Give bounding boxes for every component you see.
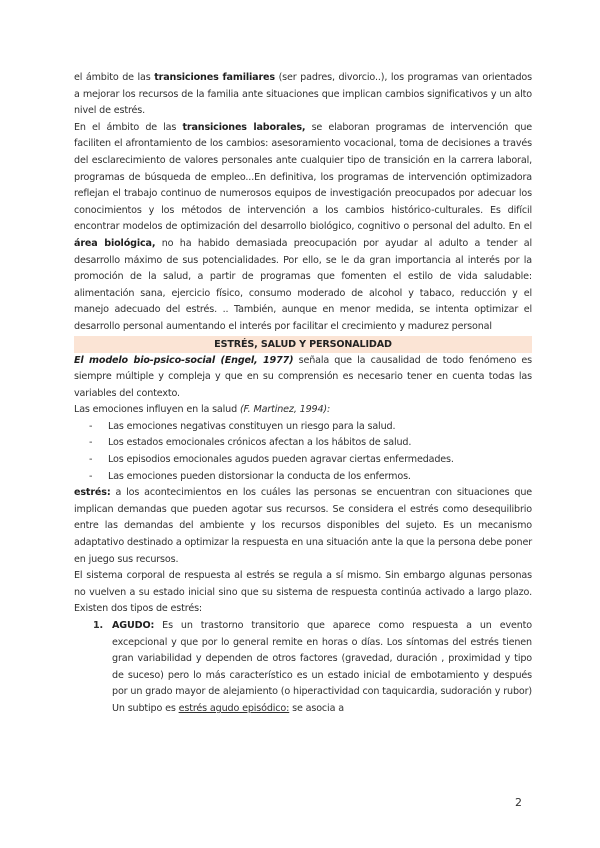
section-heading: ESTRÉS, SALUD Y PERSONALIDAD <box>74 336 532 353</box>
emotions-list <box>74 419 532 485</box>
bold-italic-term: El modelo bio-psico-social (Engel, 1977) <box>74 354 294 366</box>
bold-term: área biológica, <box>74 237 156 249</box>
paragraph-stress-response <box>74 568 532 618</box>
list-item: - Los episodios emocionales agudos pueden agravar ciertas enfermedades. <box>89 452 532 469</box>
text-span: no ha habido demasiada preocupación por ayudar al adulto a tender al desarrollo máximo de sus potencialidades. Por ello, se le da gran importancia al interés por la promoción de la salud, a partir de programas que fomenten el estilo de vida saludable: alimentación sana, ejercicio físico, consumo moderado de alcohol y tabaco, reducción y el manejo adecuado del estrés. .. También, aunque en menor medida, se intenta optimizar el desarrollo personal aumentando el interés por facilitar el crecimiento y madurez personal <box>74 237 532 332</box>
list-item: - Los estados emocionales crónicos afectan a los hábitos de salud. <box>89 435 532 452</box>
text-span: Es un trastorno transitorio que aparece como respuesta a un evento excepcional y que por lo general remite en horas o días. Los síntomas del estrés tienen gran variabilidad y dependen de otros factores (gravedad, duración , proximidad y tipo de suceso) pero lo más característico es un estado inicial de embotamiento y después por un grado mayor de alejamiento (o hiperactividad con taquicardia, sudoración y rubor) Un subtipo es <box>112 620 532 714</box>
text-span: En el ámbito de las <box>74 121 183 133</box>
page-number: 2 <box>515 796 522 809</box>
text-span: se elaboran programas de intervención que faciliten el afrontamiento de los cambios: asesoramiento vocacional, toma de decisiones a través del esclarecimiento de valores personales ante cualquier tipo de transición en la carrera laboral, programas de búsqueda de empleo...En definitiva, los programas de intervención optimizadora reflejan el trabajo continuo de numerosos equipos de investigación preocupados por adecuar los conocimientos y los métodos de intervención a los cambios histórico-culturales. Es difícil encontrar modelos de optimización del desarrollo biológico, cognitivo o personal del adulto. En el <box>74 121 532 233</box>
text-span: (ser padres, divorcio..), los programas van orientados a mejorar los recursos de la familia ante situaciones que implican cambios significativos y un alto nivel de estrés. <box>74 72 532 117</box>
text-span: señala que la causalidad de todo fenómeno es siempre múltiple y compleja y que en su comprensión es necesario tener en cuenta todas las variables del contexto. <box>74 354 532 399</box>
citation: (F. Martinez, 1994): <box>239 404 331 416</box>
list-item: - Las emociones pueden distorsionar la conducta de los enfermos. <box>89 469 532 486</box>
list-item: - Las emociones negativas constituyen un riesgo para la salud. <box>89 419 532 436</box>
paragraph-labor-transitions <box>74 120 532 336</box>
text-span: a los acontecimientos en los cuáles las personas se encuentran con situaciones que implican demandas que pueden agotar sus recursos. Se considera el estrés como desequilibrio entre las demandas del ambiente y los recursos disponibles del sujeto. Es un mecanismo adaptativo destinado a optimizar la respuesta en una situación ante la que la persona debe poner en juego sus recursos. <box>74 487 532 565</box>
list-number: 1. <box>93 620 104 631</box>
bold-term: estrés: <box>74 487 111 499</box>
paragraph-stress-definition <box>74 485 532 568</box>
text-span: se asocia a <box>289 702 344 714</box>
bold-term: transiciones laborales, <box>182 121 306 133</box>
bold-term: AGUDO: <box>112 620 155 631</box>
text-span: Las emociones influyen en la salud <box>74 404 240 416</box>
text-span: el ámbito de las <box>74 72 155 83</box>
text-span: El sistema corporal de respuesta al estrés se regula a sí mismo. Sin embargo algunas personas no vuelven a su estado inicial sino que su sistema de respuesta continúa activado a largo plazo. Existen dos tipos de estrés: <box>74 570 532 615</box>
page-content <box>74 70 532 718</box>
stress-types-list <box>74 618 532 718</box>
underlined-term: estrés agudo episódico: <box>178 702 290 714</box>
paragraph-biopsychosocial <box>74 353 532 403</box>
list-item-acute <box>93 618 532 718</box>
bold-term: transiciones familiares <box>154 72 275 83</box>
paragraph-emotions-intro <box>74 402 532 419</box>
paragraph-family-transitions <box>74 70 532 120</box>
